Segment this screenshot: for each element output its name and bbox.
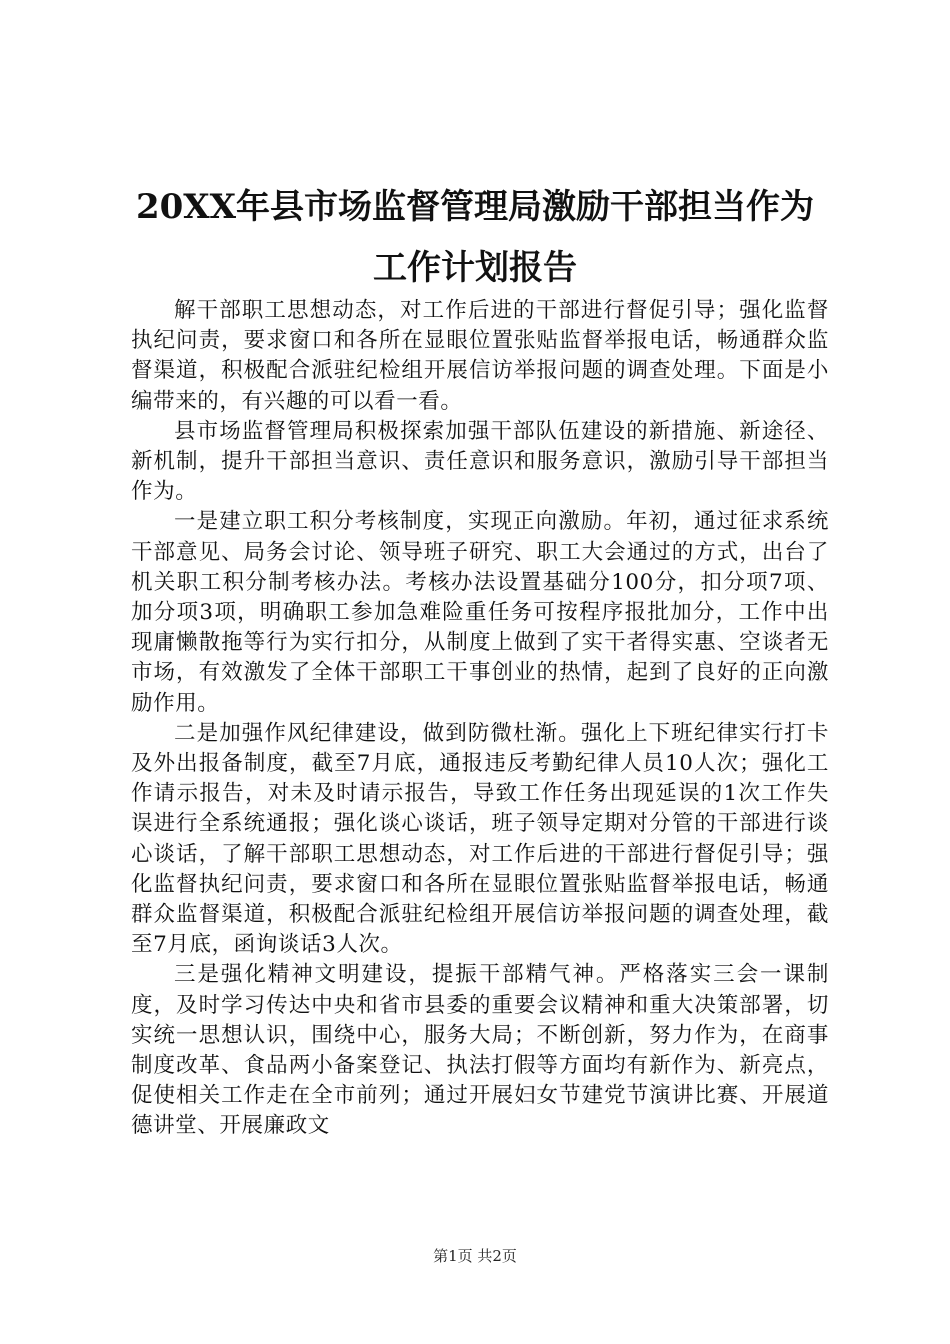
paragraph-overview: 县市场监督管理局积极探索加强干部队伍建设的新措施、新途径、新机制，提升干部担当意识、责任意识和服务意识，激励引导干部担当作为。 [131, 418, 829, 505]
document-body [131, 296, 829, 1142]
paragraph-point-3: 三是强化精神文明建设，提振干部精气神。严格落实三会一课制度，及时学习传达中央和省市县委的重要会议精神和重大决策部署，切实统一思想认识，围绕中心，服务大局；不断创新，努力作为，在商事制度改革、食品两小备案登记、执法打假等方面均有新作为、新亮点，促使相关工作走在全市前列；通过开展妇女节建党节演讲比赛、开展道德讲堂、开展廉政文 [131, 962, 829, 1139]
page-number-footer: 第1页 共2页 [433, 1247, 517, 1265]
document-title-line-2: 工作计划报告 [373, 248, 577, 288]
paragraph-intro: 解干部职工思想动态，对工作后进的干部进行督促引导；强化监督执纪问责，要求窗口和各所在显眼位置张贴监督举报电话，畅通群众监督渠道，积极配合派驻纪检组开展信访举报问题的调查处理。下面是小编带来的，有兴趣的可以看一看。 [131, 298, 829, 414]
paragraph-point-1: 一是建立职工积分考核制度，实现正向激励。年初，通过征求系统干部意见、局务会讨论、领导班子研究、职工大会通过的方式，出台了机关职工积分制考核办法。考核办法设置基础分100分，扣分项7项、加分项3项，明确职工参加急难险重任务可按程序报批加分，工作中出现庸懒散拖等行为实行扣分，从制度上做到了实干者得实惠、空谈者无市场，有效激发了全体干部职工干事创业的热情，起到了良好的正向激励作用。 [131, 509, 829, 716]
paragraph-point-2: 二是加强作风纪律建设，做到防微杜渐。强化上下班纪律实行打卡及外出报备制度，截至7月底，通报违反考勤纪律人员10人次；强化工作请示报告，对未及时请示报告，导致工作任务出现延误的1次工作失误进行全系统通报；强化谈心谈话，班子领导定期对分管的干部进行谈心谈话，了解干部职工思想动态，对工作后进的干部进行督促引导；强化监督执纪问责，要求窗口和各所在显眼位置张贴监督举报电话，畅通群众监督渠道，积极配合派驻纪检组开展信访举报问题的调查处理，截至7月底，函询谈话3人次。 [131, 720, 829, 958]
document-title-line-1: 20XX年县市场监督管理局激励干部担当作为 [135, 187, 815, 227]
